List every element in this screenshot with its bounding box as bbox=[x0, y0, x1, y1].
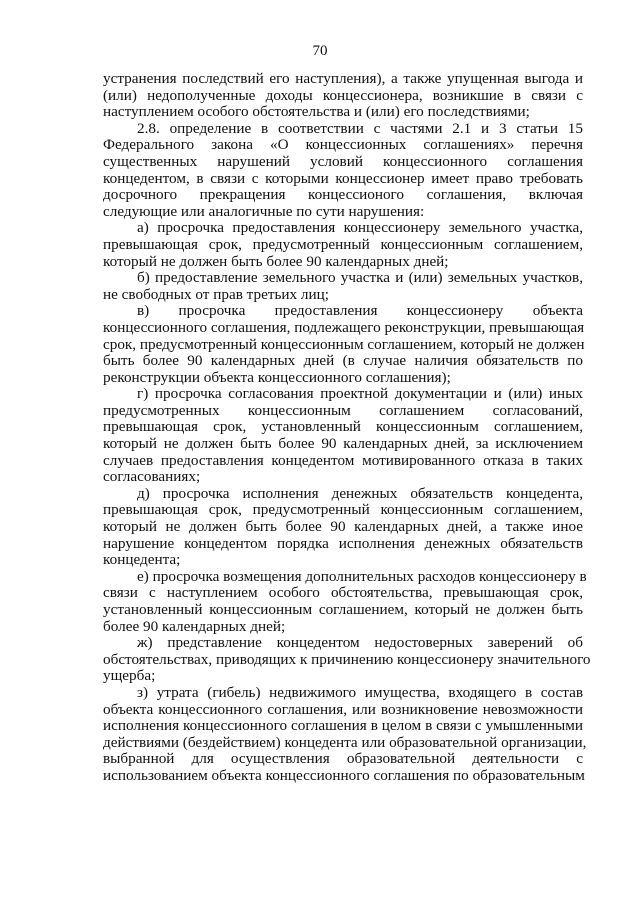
text-line: предусмотренных концессионным соглашением согласований, bbox=[103, 401, 583, 419]
text-line: существенных нарушений условий концессионного соглашения bbox=[103, 152, 583, 170]
text-line: который не должен быть более 90 календарных дней, а также иное bbox=[103, 518, 583, 536]
text-line: наступлением особого обстоятельства и (или) его последствиями; bbox=[103, 103, 530, 121]
text-line: превышающая срок, предусмотренный концессионным соглашением, bbox=[103, 501, 583, 519]
text-line: более 90 календарных дней; bbox=[103, 617, 286, 635]
text-line: досрочного прекращения концессионого соглашения, включая bbox=[103, 186, 583, 204]
text-line: не свободных от прав третьих лиц; bbox=[103, 285, 329, 303]
text-line: (или) недополученные доходы концессионера, возникшие в связи с bbox=[103, 86, 583, 104]
text-line: превышающая срок, установленный концессионным соглашением, bbox=[103, 418, 583, 436]
text-line: который не должен быть более 90 календарных дней, за исключением bbox=[103, 435, 583, 453]
text-line: выбранной для осуществления образовательной деятельности с bbox=[103, 750, 583, 768]
text-line: срок, предусмотренный концессионным соглашением, который не должен bbox=[103, 335, 585, 353]
text-line: превышающая срок, предусмотренный концессионным соглашением, bbox=[103, 235, 583, 253]
text-line: концедента; bbox=[103, 551, 181, 569]
text-line: исполнения концессионного соглашения в целом в связи с умышленными bbox=[103, 717, 583, 735]
page-number: 70 bbox=[312, 43, 328, 59]
paragraph-2-8-start: 2.8. определение в соответствии с частями 2.1 и 3 статьи 15 bbox=[137, 119, 583, 137]
item-zh: ж) представление концедентом недостоверных заверений об bbox=[137, 634, 583, 652]
text-line: концессионного соглашения, подлежащего реконструкции, превышающая bbox=[103, 318, 585, 336]
text-line: связи с наступлением особого обстоятельства, превышающая срок, bbox=[103, 584, 583, 602]
text-line: следующие или аналогичные по сути нарушения: bbox=[103, 202, 425, 220]
item-v: в) просрочка предоставления концессионеру объекта bbox=[137, 302, 583, 320]
item-g: г) просрочка согласования проектной документации и (или) иных bbox=[137, 385, 583, 403]
text-line: реконструкции объекта концессионного соглашения); bbox=[103, 368, 451, 386]
text-line: установленный концессионным соглашением, который не должен быть bbox=[103, 601, 583, 618]
text-line: обстоятельствах, приводящих к причинению концессионеру значительного bbox=[103, 650, 591, 668]
text-line: Федерального закона «О концессионных соглашениях» перечня bbox=[103, 136, 583, 154]
item-b: б) предоставление земельного участка и (или) земельных участков, bbox=[137, 269, 583, 287]
item-d: д) просрочка исполнения денежных обязательств концедента, bbox=[137, 484, 583, 502]
text-line: устранения последствий его наступления), а также упущенная выгода и bbox=[103, 70, 583, 87]
text-line: нарушение концедентом порядка исполнения денежных обязательств bbox=[103, 534, 583, 552]
item-z: з) утрата (гибель) недвижимого имущества, входящего в состав bbox=[137, 683, 583, 701]
text-line: быть более 90 календарных дней (в случае наличия обязательств по bbox=[103, 352, 583, 370]
text-line: случаев предоставления концедентом мотивированного отказа в таких bbox=[103, 451, 583, 469]
text-line: концедентом, в связи с которыми концессионер имеет право требовать bbox=[103, 169, 583, 187]
text-line: использованием объекта концессионного соглашения по образовательным bbox=[103, 766, 585, 784]
item-a: а) просрочка предоставления концессионеру земельного участка, bbox=[137, 219, 583, 237]
text-line: ущерба; bbox=[103, 667, 156, 685]
text-line: объекта концессионного соглашения, или возникновение невозможности bbox=[103, 700, 583, 718]
document-body bbox=[103, 70, 591, 785]
text-line: согласованиях; bbox=[103, 468, 201, 486]
text-line: который не должен быть более 90 календарных дней; bbox=[103, 252, 449, 270]
item-e: е) просрочка возмещения дополнительных расходов концессионеру в bbox=[137, 567, 587, 585]
text-line: действиями (бездействием) концедента или образовательной организации, bbox=[103, 733, 587, 751]
